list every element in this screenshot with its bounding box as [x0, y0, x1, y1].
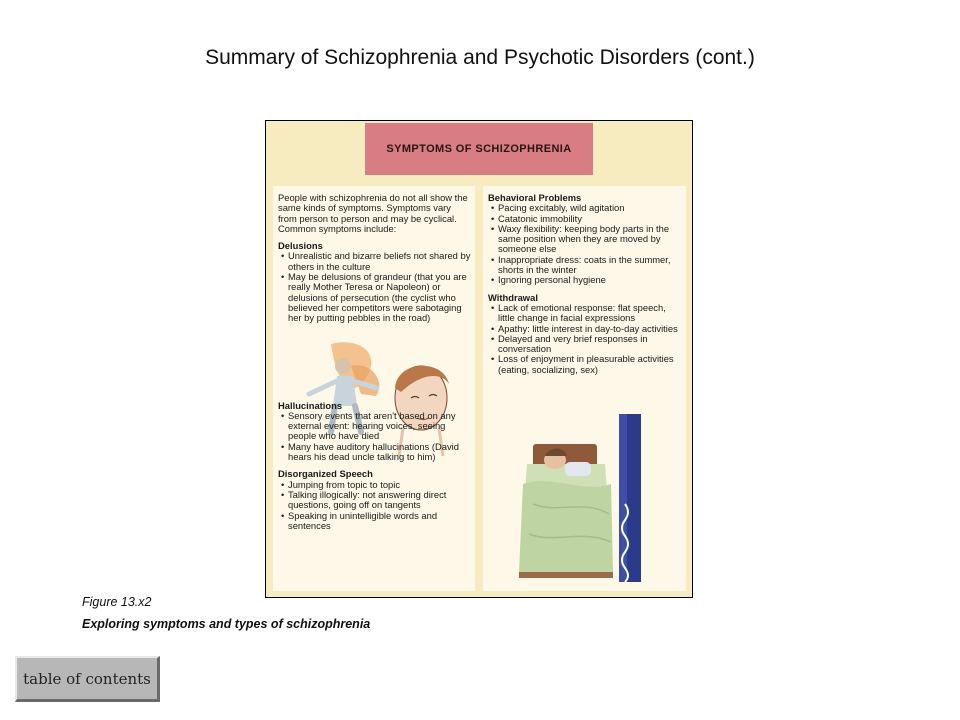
intro-text: People with schizophrenia do not all show the same kinds of symptoms. Symptoms vary from person to person and may be cyclical. Common symptoms include:	[278, 192, 468, 234]
list-item: • Delayed and very brief responses in conversation	[488, 334, 683, 355]
list-item: • Apathy: little interest in day-to-day activities	[488, 324, 683, 334]
figure-banner: SYMPTOMS OF SCHIZOPHRENIA	[365, 123, 593, 175]
list-item: • Jumping from topic to topic	[278, 480, 472, 490]
figure-caption: Exploring symptoms and types of schizophrenia	[82, 617, 371, 631]
list-item: • Catatonic immobility	[488, 214, 683, 224]
slide-title: Summary of Schizophrenia and Psychotic Disorders (cont.)	[205, 46, 755, 69]
list-item: • Ignoring personal hygiene	[488, 275, 683, 285]
behavioral-heading: Behavioral Problems	[488, 192, 582, 203]
right-panel	[483, 186, 686, 591]
list-item: • Unrealistic and bizarre beliefs not shared by others in the culture	[278, 251, 472, 272]
list-item: • Waxy flexibility: keeping body parts in the same position when they are moved by someone else	[488, 224, 683, 255]
symptoms-figure	[265, 120, 693, 598]
table-of-contents-button[interactable]	[15, 656, 160, 702]
bed-illustration	[513, 414, 683, 589]
speech-heading: Disorganized Speech	[278, 468, 373, 480]
list-item: • Loss of enjoyment in pleasurable activities (eating, socializing, sex)	[488, 354, 683, 375]
list-item: • Inappropriate dress: coats in the summer, shorts in the winter	[488, 255, 683, 276]
list-item: • Sensory events that aren't based on any external event: hearing voices, seeing people who have died	[278, 411, 472, 442]
left-panel	[273, 186, 475, 591]
list-item: • Speaking in unintelligible words and sentences	[278, 511, 472, 532]
list-item: • Talking illogically: not answering direct questions, going off on tangents	[278, 490, 472, 511]
list-item: • Lack of emotional response: flat speech, little change in facial expressions	[488, 303, 683, 324]
delusions-heading: Delusions	[278, 240, 323, 252]
figure-label: Figure 13.x2	[82, 595, 152, 609]
list-item: • May be delusions of grandeur (that you are really Mother Teresa or Napoleon) or delusions of persecution (the cyclist who believed her competitors were sabotaging her by putting pebbles in the road)	[278, 272, 472, 323]
withdrawal-heading: Withdrawal	[488, 291, 538, 303]
toc-label: table of contents	[23, 669, 151, 688]
list-item: • Many have auditory hallucinations (David hears his dead uncle talking to him)	[278, 442, 472, 463]
list-item: • Pacing excitably, wild agitation	[488, 203, 683, 213]
hallucinations-heading: Hallucinations	[278, 399, 343, 411]
